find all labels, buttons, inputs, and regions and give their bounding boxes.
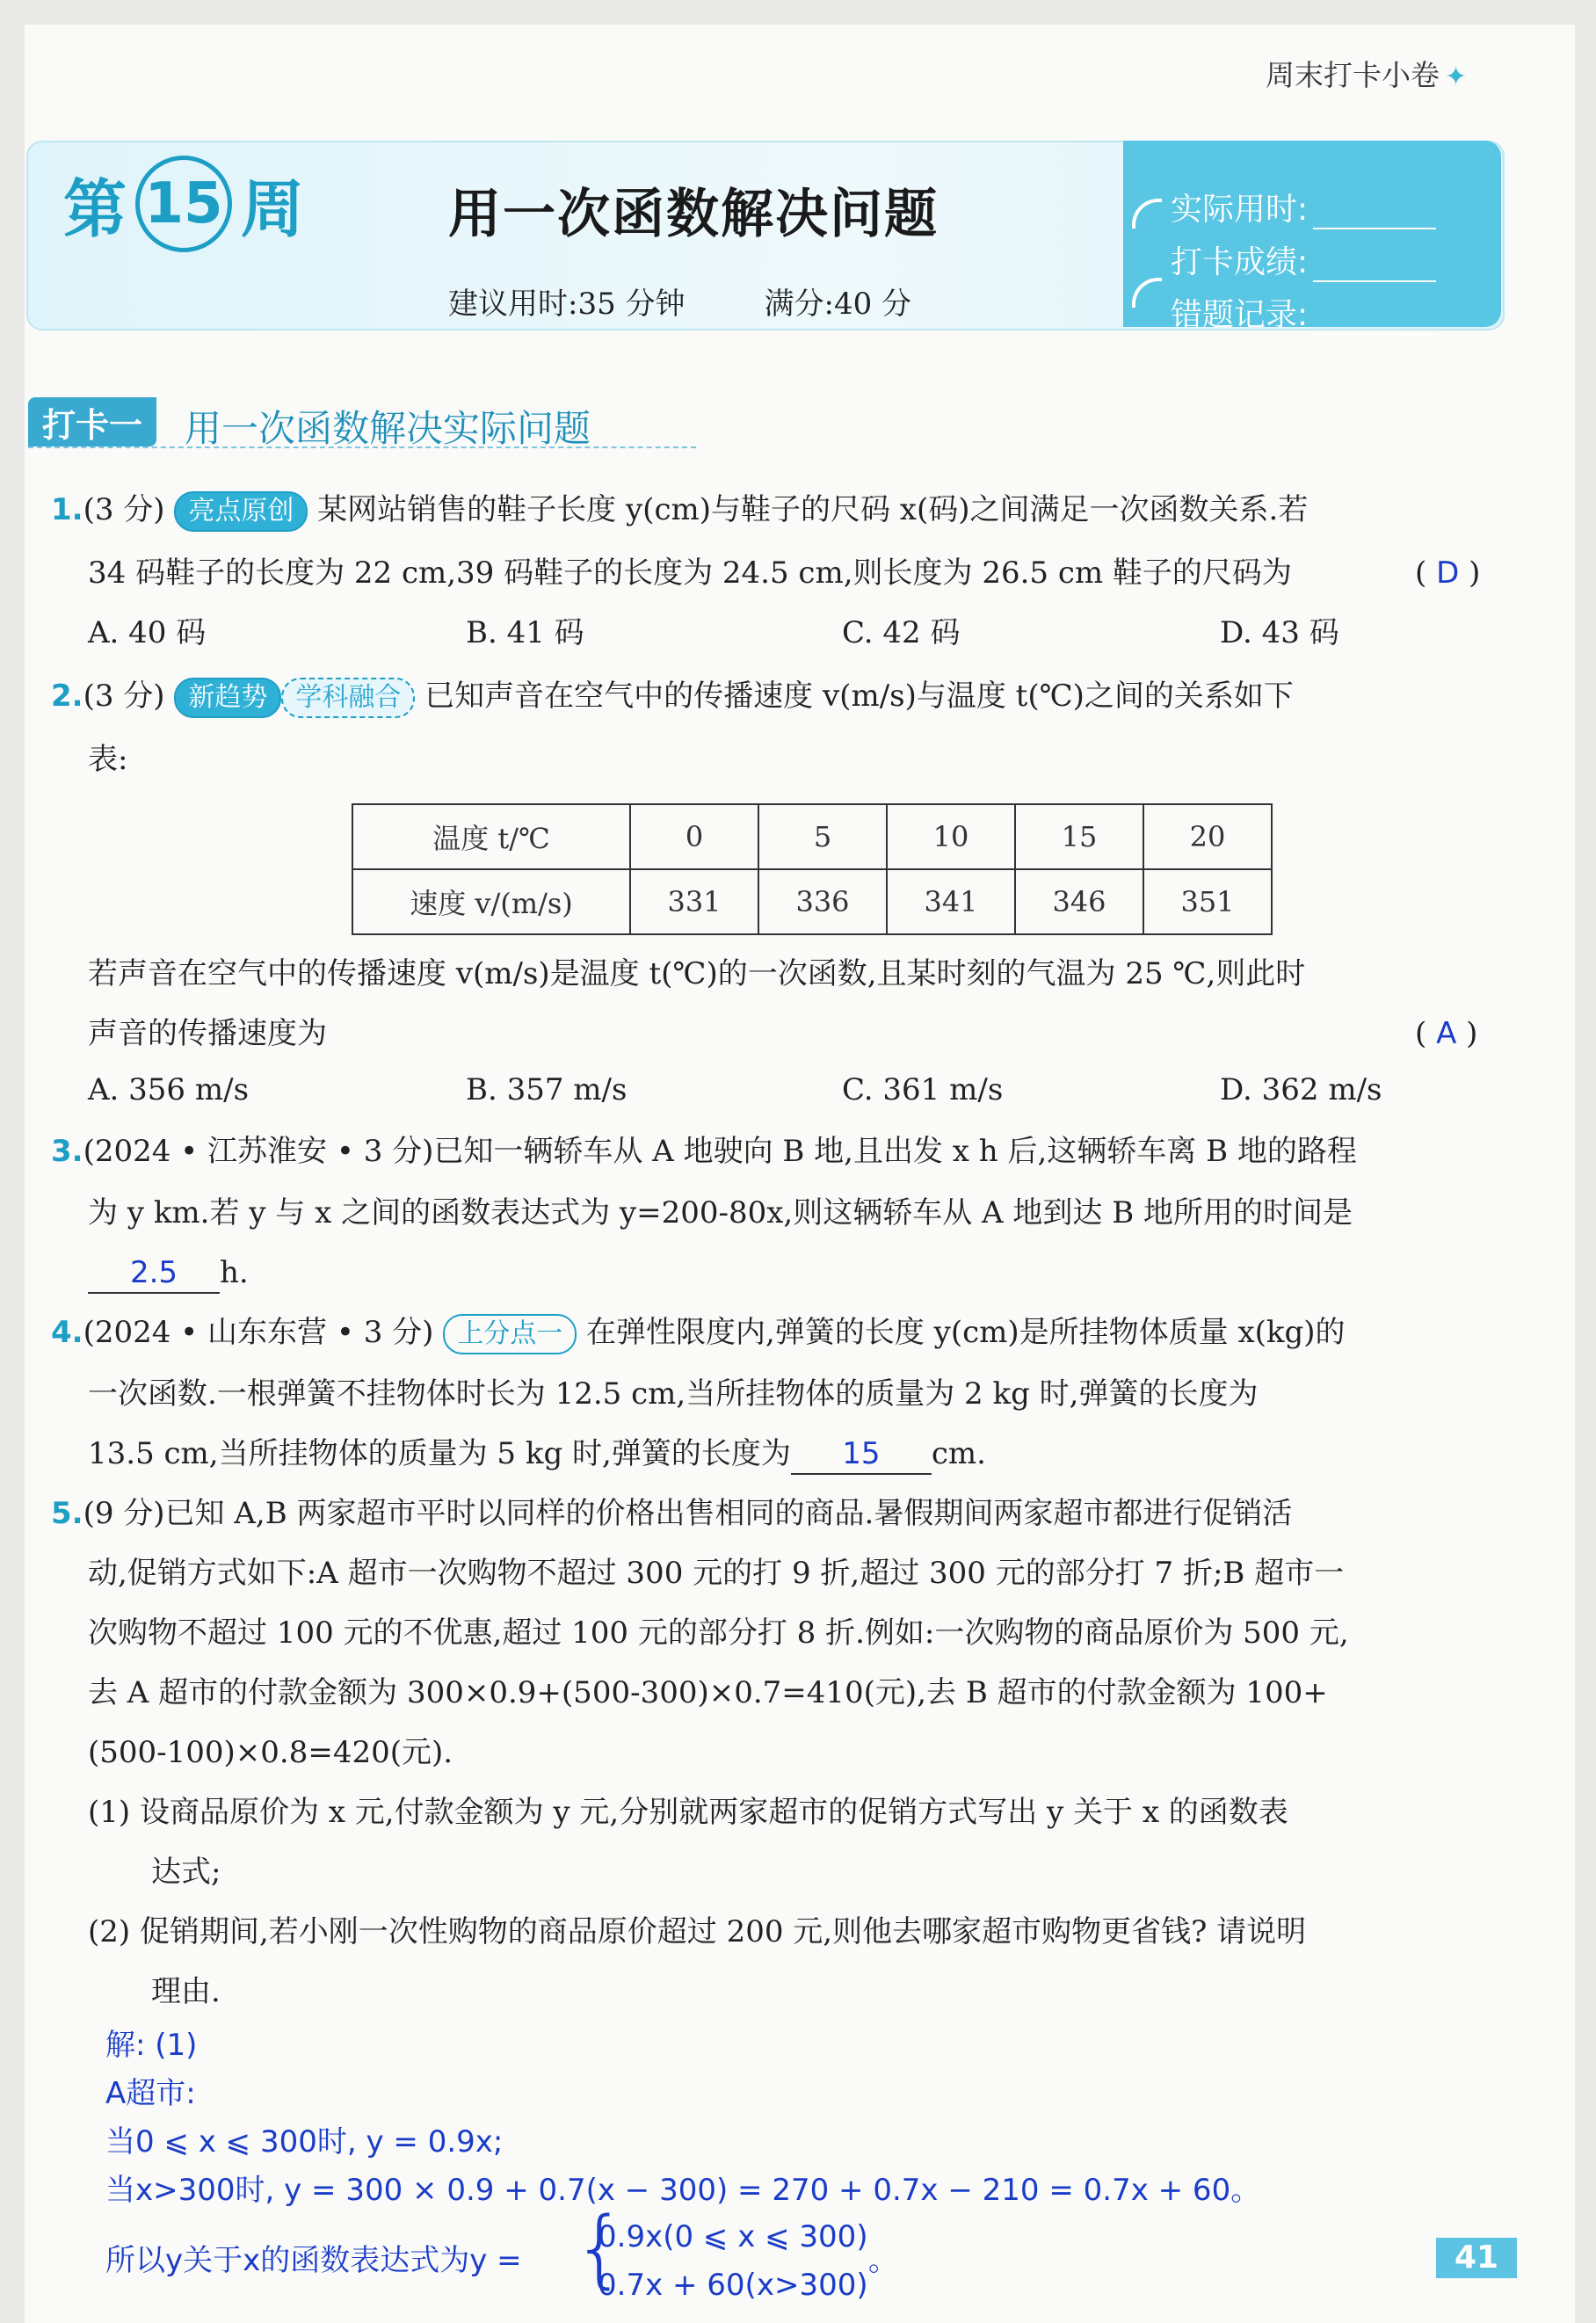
piecewise-brace: { [573, 2199, 628, 2298]
full-score: 满分:40 分 [764, 287, 912, 322]
q5-sub2-line1: (2) 促销期间,若小刚一次性购物的商品原价超过 200 元,则他去哪家超市购物更省钱? 请说明 [88, 1914, 1307, 1949]
week-prefix: 第 [63, 172, 127, 246]
table-row [352, 804, 1272, 869]
table-cell: 331 [630, 869, 758, 934]
table-cell: 5 [758, 804, 887, 869]
q3-line1 [51, 1122, 1357, 1181]
q4-answer: 15 [791, 1434, 932, 1475]
section-tag: 打卡一 [28, 397, 156, 446]
table-cell: 20 [1143, 804, 1272, 869]
q5-line5: (500-100)×0.8=420(元). [88, 1735, 453, 1770]
table-cell: 温度 t/℃ [352, 804, 630, 869]
q1-answer-bracket: ( D ) [1415, 555, 1481, 591]
q1-text1: 某网站销售的鞋子长度 y(cm)与鞋子的尺码 x(码)之间满足一次函数关系.若 [317, 492, 1309, 527]
q1-option-b: B. 41 码 [466, 615, 584, 650]
q3-answer: 2.5 [88, 1253, 220, 1294]
q5-line4: 去 A 超市的付款金额为 300×0.9+(500-300)×0.7=410(元),去 B 超市的付款金额为 100+ [88, 1675, 1328, 1710]
q5-sub1-line2: 达式; [151, 1855, 221, 1890]
q2-score: (3 分) [83, 679, 165, 714]
page-number: 41 [1436, 2238, 1517, 2278]
q2-number: 2. [51, 679, 83, 714]
q1-number: 1. [51, 492, 83, 527]
record-mistakes: 错题记录: [1171, 290, 1436, 335]
q2-badge-trend: 新趋势 [174, 678, 281, 718]
q3-line2: 为 y km.若 y 与 x 之间的函数表达式为 y=200-80x,则这辆轿车从 A 地到达 B 地所用的时间是 [88, 1195, 1353, 1230]
table-cell: 341 [887, 869, 1015, 934]
q1-option-a: A. 40 码 [88, 615, 207, 650]
table-row [352, 869, 1272, 934]
q2-option-c: C. 361 m/s [842, 1072, 1004, 1107]
q1-badge: 亮点原创 [174, 491, 308, 532]
q2-option-b: B. 357 m/s [466, 1072, 628, 1107]
solution-line5: 所以y关于x的函数表达式为y = [105, 2243, 522, 2278]
q4-text1: 在弹性限度内,弹簧的长度 y(cm)是所挂物体质量 x(kg)的 [586, 1315, 1346, 1350]
q1-line1 [51, 480, 1308, 540]
section-divider [28, 446, 696, 448]
q1-line2 [88, 543, 1292, 603]
q4-unit: cm. [931, 1436, 986, 1471]
table-cell: 336 [758, 869, 887, 934]
solution-end: 。 [868, 2243, 898, 2278]
header-tag [1266, 53, 1467, 94]
page-title: 用一次函数解决问题 [448, 184, 939, 245]
q2-line4: 声音的传播速度为 [88, 1016, 327, 1051]
q2-answer-bracket: ( A ) [1415, 1016, 1478, 1051]
q2-line2: 表: [88, 742, 128, 777]
q1-options [88, 606, 1538, 659]
q2-options [88, 1063, 1538, 1116]
q2-line3: 若声音在空气中的传播速度 v(m/s)是温度 t(℃)的一次函数,且某时刻的气温为 25 ℃,则此时 [88, 956, 1306, 991]
q2-option-d: D. 362 m/s [1220, 1072, 1382, 1107]
q5-sub2-line2: 理由. [151, 1974, 221, 2009]
q4-line3 [88, 1424, 986, 1484]
solution-line1: 解: (1) [105, 2028, 198, 2063]
q2-text1: 已知声音在空气中的传播速度 v(m/s)与温度 t(℃)之间的关系如下 [424, 679, 1294, 714]
q4-source: (2024 • 山东东营 • 3 分) [83, 1315, 434, 1350]
table-cell: 346 [1015, 869, 1143, 934]
table-cell: 15 [1015, 804, 1143, 869]
q4-badge: 上分点一 [443, 1314, 577, 1354]
week-label [63, 156, 327, 251]
q5-text1: (9 分)已知 A,B 两家超市平时以同样的价格出售相同的商品.暑假期间两家超市都进行促销活 [83, 1496, 1293, 1531]
q5-sub1-line1: (1) 设商品原价为 x 元,付款金额为 y 元,分别就两家超市的促销方式写出 y 关于 x 的函数表 [88, 1795, 1288, 1830]
q1-answer: D [1436, 555, 1460, 591]
sparkle-icon: ✦ [1445, 62, 1468, 92]
week-suffix: 周 [241, 172, 305, 246]
record-actual-time: 实际用时: [1171, 185, 1436, 229]
solution-line4: 当x>300时, y = 300 × 0.9 + 0.7(x − 300) = 270 + 0.7x − 210 = 0.7x + 60。 [105, 2173, 1261, 2208]
q4-text3: 13.5 cm,当所挂物体的质量为 5 kg 时,弹簧的长度为 [88, 1436, 791, 1471]
piecewise-case1: 0.9x(0 ⩽ x ⩽ 300) [598, 2219, 868, 2254]
q1-text2: 34 码鞋子的长度为 22 cm,39 码鞋子的长度为 24.5 cm,则长度为 26.5 cm 鞋子的尺码为 [88, 555, 1292, 591]
q1-score: (3 分) [83, 492, 165, 527]
q2-line1 [51, 666, 1294, 726]
q3-number: 3. [51, 1134, 83, 1169]
banner-subtitle [448, 279, 990, 323]
solution-line3: 当0 ⩽ x ⩽ 300时, y = 0.9x; [105, 2124, 504, 2160]
piecewise-case2: 0.7x + 60(x>300) [598, 2268, 868, 2303]
table-cell: 速度 v/(m/s) [352, 869, 630, 934]
q4-line2: 一次函数.一根弹簧不挂物体时长为 12.5 cm,当所挂物体的质量为 2 kg 时,弹簧的长度为 [88, 1376, 1259, 1412]
solution-line2: A超市: [105, 2076, 196, 2111]
q1-option-d: D. 43 码 [1220, 615, 1339, 650]
q4-number: 4. [51, 1315, 83, 1350]
q4-line1 [51, 1303, 1346, 1362]
table-cell: 0 [630, 804, 758, 869]
q5-line2: 动,促销方式如下:A 超市一次购物不超过 300 元的打 9 折,超过 300 元的部分打 7 折;B 超市一 [88, 1556, 1345, 1591]
table-cell: 10 [887, 804, 1015, 869]
speed-table [352, 803, 1273, 935]
q2-badge-subject: 学科融合 [281, 678, 415, 718]
header-tag-text: 周末打卡小卷 [1266, 58, 1440, 92]
table-cell: 351 [1143, 869, 1272, 934]
q5-line1 [51, 1484, 1292, 1543]
q3-text1: (2024 • 江苏淮安 • 3 分)已知一辆轿车从 A 地驶向 B 地,且出发 x h 后,这辆轿车离 B 地的路程 [83, 1134, 1357, 1169]
q5-number: 5. [51, 1496, 83, 1531]
q3-unit: h. [220, 1255, 249, 1290]
q1-option-c: C. 42 码 [842, 615, 961, 650]
q2-option-a: A. 356 m/s [88, 1072, 250, 1107]
q5-line3: 次购物不超过 100 元的不优惠,超过 100 元的部分打 8 折.例如:一次购物的商品原价为 500 元, [88, 1615, 1349, 1651]
record-score: 打卡成绩: [1171, 237, 1436, 282]
q3-line3 [88, 1243, 249, 1303]
section-title: 用一次函数解决实际问题 [185, 407, 591, 450]
suggested-time: 建议用时:35 分钟 [448, 287, 686, 322]
week-number: 15 [135, 156, 232, 252]
q2-answer: A [1436, 1016, 1457, 1051]
